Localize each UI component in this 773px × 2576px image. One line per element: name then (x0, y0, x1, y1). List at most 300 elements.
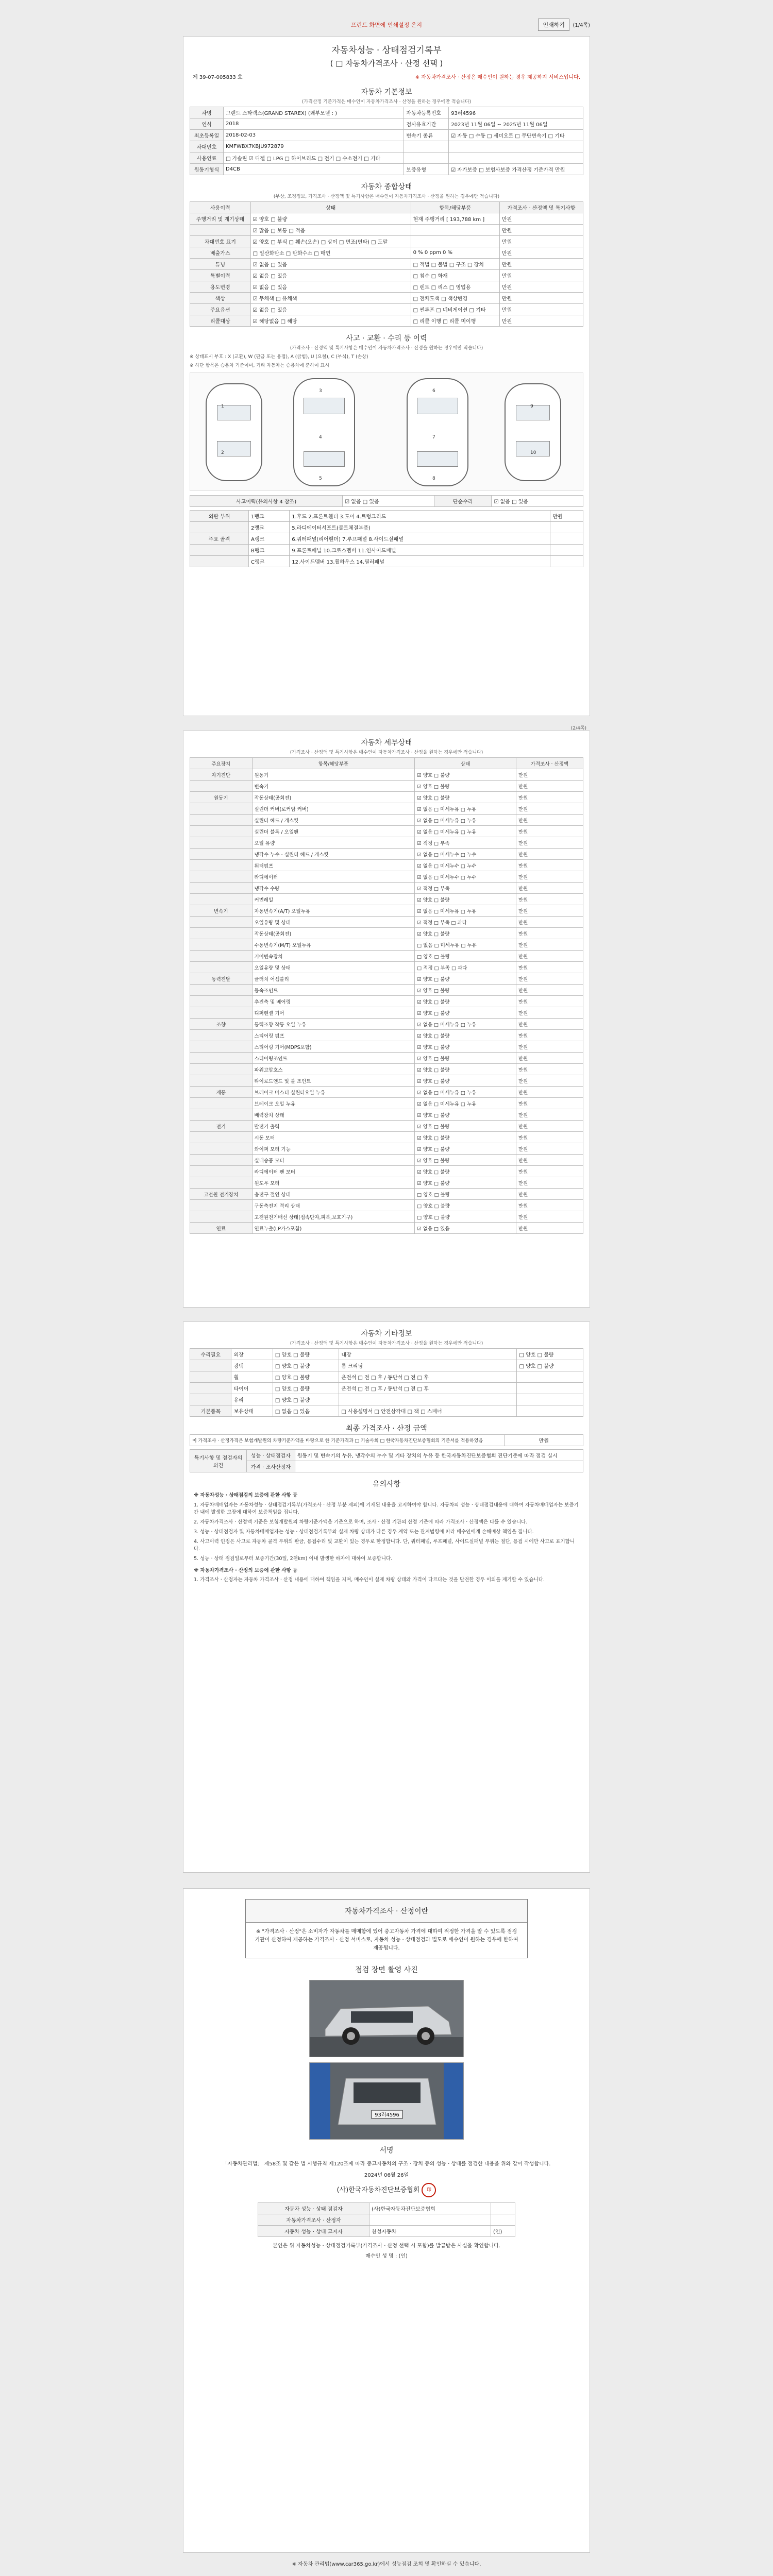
detail-row-cell: 만원 (516, 1053, 583, 1064)
detail-row-cell: 만원 (516, 1211, 583, 1223)
detail-row-cell: □ 양호 □ 불량 (415, 1211, 516, 1223)
basic-info-row-cell: 사용연료 (190, 152, 224, 164)
extra-row-cell: □ 양호 □ 불량 (273, 1349, 339, 1360)
basic-info-row-cell: ☑ 자가보증 □ 보험사보증 가격산정 기준가격 만원 (449, 164, 583, 175)
diagram-part-number: 9 (530, 404, 533, 409)
detail-row-cell: 스티어링 펌프 (252, 1030, 415, 1041)
detail-header: 가격조사 · 산정액 (516, 758, 583, 769)
detail-row-cell: 디퍼렌셜 기어 (252, 1007, 415, 1019)
detail-row (190, 1223, 583, 1234)
detail-row (190, 883, 583, 894)
signature-row-cell: 자동차 성능 · 상태 점검자 (258, 2203, 369, 2214)
special-cell: 원동기 및 변속기의 누유, 냉각수의 누수 및 기타 장치의 누유 등 한국자동차진단보증협회 진단기준에 따라 점검 실시 (295, 1450, 583, 1461)
detail-row-cell: ☑ 없음 □ 미세누유 □ 누유 (415, 826, 516, 837)
detail-row-cell (190, 917, 253, 928)
extra-row-cell: □ 양호 □ 불량 (517, 1360, 583, 1371)
detail-row-cell: 변속기 (252, 781, 415, 792)
extra-row-cell: 보유상태 (231, 1405, 273, 1417)
detail-row-cell (190, 1200, 253, 1211)
detail-row-cell: 라디에이터 팬 모터 (252, 1166, 415, 1177)
accident-note: (가격조사 · 산정액 및 특기사항은 매수인이 자동차가격조사 · 산정을 원하는 경우에만 적습니다) (290, 346, 483, 351)
summary-row-cell: 용도변경 (190, 281, 251, 293)
detail-row (190, 1019, 583, 1030)
detail-row-cell: 만원 (516, 1177, 583, 1189)
detail-row-cell: ☑ 양호 □ 불량 (415, 1075, 516, 1087)
panel-rank-row-cell: 외판 부위 (190, 511, 249, 522)
summary-row (190, 281, 583, 293)
signature-row-cell (491, 2214, 515, 2226)
final-price-unit: 만원 (505, 1435, 583, 1446)
summary-row-cell: ☑ 없음 □ 있음 (250, 259, 411, 270)
detail-row-cell: 오일유량 및 상태 (252, 962, 415, 973)
detail-row-cell: ☑ 양호 □ 불량 (415, 985, 516, 996)
signature-row (258, 2214, 515, 2226)
detail-row (190, 781, 583, 792)
detail-row-cell: 실린더 헤드 / 개스킷 (252, 815, 415, 826)
detail-row (190, 1109, 583, 1121)
basic-info-row-cell: 차대번호 (190, 141, 224, 152)
panel-rank-row-cell (550, 545, 583, 556)
inspection-photo-rear (309, 2062, 464, 2140)
basic-info-row-cell: 차명 (190, 107, 224, 118)
panel-rank-row (190, 545, 583, 556)
detail-row (190, 1200, 583, 1211)
detail-row-cell: 만원 (516, 1155, 583, 1166)
detail-row-cell: 만원 (516, 781, 583, 792)
basic-info-row (190, 141, 583, 152)
detail-row-cell (190, 1053, 253, 1064)
detail-row-cell: 만원 (516, 928, 583, 939)
detail-row-cell: 브레이크 오일 누유 (252, 1098, 415, 1109)
detail-row-cell: ☑ 양호 □ 불량 (415, 1177, 516, 1189)
document-subtitle: ( □ 자동차가격조사 · 산정 선택 ) (330, 59, 443, 68)
vehicle-diagram (190, 372, 583, 491)
summary-title: 자동차 종합상태 (361, 183, 412, 191)
detail-row-cell (190, 1211, 253, 1223)
extra-note: (가격조사 · 산정액 및 특기사항은 매수인이 자동차가격조사 · 산정을 원하는 경우에만 적습니다) (290, 1341, 483, 1346)
detail-row-cell: 만원 (516, 1166, 583, 1177)
accident-legend-2: ※ 하단 항목은 승용차 기준이며, 기타 자동차는 승용차에 준하여 표시 (190, 363, 329, 368)
detail-row-cell: 커먼레일 (252, 894, 415, 905)
panel-rank-row (190, 556, 583, 567)
detail-row-cell: 실린더 블록 / 오일팬 (252, 826, 415, 837)
signature-table (258, 2202, 515, 2237)
extra-row (190, 1371, 583, 1383)
basic-info-note: (가격산정 기준가격은 매수인이 자동차가격조사 · 산정을 원하는 경우에만 적습니다) (301, 99, 472, 105)
pricing-explainer-title: 자동차가격조사 · 산정이란 (246, 1900, 527, 1923)
detail-row-cell: ☑ 양호 □ 불량 (415, 769, 516, 781)
diagram-part-number: 6 (432, 388, 435, 394)
extra-row-cell: □ 양호 □ 불량 (517, 1349, 583, 1360)
document-meta (193, 73, 580, 80)
detail-row (190, 905, 583, 917)
detail-row-cell: 고전원전기배선 상태(접속단자,피복,보호기구) (252, 1211, 415, 1223)
detail-row-cell: 오일 유량 (252, 837, 415, 849)
simple-repair-label: 단순수리 (434, 496, 492, 507)
basic-info-row-cell: 연식 (190, 118, 224, 130)
accident-legend: ※ 상태표시 부호 : X (교환), W (판금 또는 용접), A (긁힘), U (요철), C (부식), T (손상) (190, 354, 368, 360)
extra-row (190, 1394, 583, 1405)
detail-row-cell: □ 양호 □ 불량 (415, 951, 516, 962)
summary-row-cell: 만원 (499, 304, 583, 315)
detail-row-cell: 만원 (516, 939, 583, 951)
detail-row-cell (190, 815, 253, 826)
extra-row-cell: □ 없음 □ 있음 (273, 1405, 339, 1417)
inspection-photo-side (309, 1980, 464, 2057)
basic-info-row-cell: □ 가솔린 ☑ 디젤 □ LPG □ 하이브리드 □ 전기 □ 수소전기 □ 기타 (223, 152, 404, 164)
detail-row (190, 769, 583, 781)
extra-row-cell (190, 1371, 231, 1383)
official-seal: 印 (422, 2183, 436, 2197)
page-1 (183, 36, 590, 716)
detail-row-cell: 원동기 (190, 792, 253, 803)
detail-row-cell (190, 871, 253, 883)
footer-note: ※ 자동차 관리법(www.car365.go.kr)에서 성능점검 조회 및 확인하실 수 있습니다. (292, 2562, 481, 2567)
extra-row-cell: 수리필요 (190, 1349, 231, 1360)
detail-row (190, 837, 583, 849)
detail-row-cell: 만원 (516, 1189, 583, 1200)
detail-row-cell: 변속기 (190, 905, 253, 917)
extra-row (190, 1405, 583, 1417)
panel-rank-row-cell: 6.쿼터패널(리어휀더) 7.루프패널 8.사이드실패널 (290, 533, 550, 545)
notice-body (194, 1492, 579, 1584)
detail-row (190, 803, 583, 815)
extra-title: 자동차 기타정보 (361, 1330, 412, 1338)
detail-header: 항목/해당부품 (252, 758, 415, 769)
diagram-part-number: 10 (530, 450, 536, 455)
special-notes-table (190, 1449, 583, 1472)
summary-row-cell: □ 침수 □ 화재 (411, 270, 499, 281)
detail-row (190, 1030, 583, 1041)
detail-row-cell (190, 1064, 253, 1075)
detail-row-cell: ☑ 없음 □ 미세누유 □ 누유 (415, 1087, 516, 1098)
detail-row (190, 973, 583, 985)
summary-row-cell: 현재 주행거리 [ 193,788 km ] (411, 213, 499, 225)
detail-row-cell (190, 996, 253, 1007)
detail-row-cell: □ 양호 □ 불량 (415, 1189, 516, 1200)
basic-info-row-cell: 보증유형 (404, 164, 449, 175)
detail-row-cell (190, 1007, 253, 1019)
summary-row (190, 293, 583, 304)
detail-row-cell: 구동축전지 격리 상태 (252, 1200, 415, 1211)
detail-row-cell (190, 939, 253, 951)
detail-row (190, 792, 583, 803)
detail-row-cell (190, 985, 253, 996)
summary-row (190, 225, 583, 236)
car-top-front (293, 378, 355, 486)
summary-row-cell: □ 일산화탄소 □ 탄화수소 □ 매연 (250, 247, 411, 259)
basic-info-row-cell: ☑ 자동 □ 수동 □ 세미오토 □ 무단변속기 □ 기타 (449, 130, 583, 141)
detail-row-cell (190, 849, 253, 860)
detail-row-cell: ☑ 적정 □ 부족 (415, 837, 516, 849)
summary-row-cell: 리콜대상 (190, 315, 251, 327)
detail-row-cell: ☑ 양호 □ 불량 (415, 792, 516, 803)
detail-row (190, 928, 583, 939)
panel-rank-row-cell: C랭크 (249, 556, 290, 567)
signature-row-cell (491, 2203, 515, 2214)
detail-row-cell (190, 1030, 253, 1041)
detail-row-cell: ☑ 양호 □ 불량 (415, 1041, 516, 1053)
special-row (190, 1461, 583, 1472)
extra-row-cell: 유리 (231, 1394, 273, 1405)
detail-row-cell: 조향 (190, 1019, 253, 1030)
simple-repair-value: ☑ 없음 □ 있음 (492, 496, 583, 507)
summary-row-cell: □ 리콜 이행 □ 리콜 미이행 (411, 315, 499, 327)
extra-row-cell: □ 사용설명서 □ 안전삼각대 □ 잭 □ 스패너 (339, 1405, 517, 1417)
basic-info-row-cell: 93러4596 (449, 107, 583, 118)
detail-row-cell: □ 양호 □ 불량 (415, 1200, 516, 1211)
detail-row (190, 917, 583, 928)
extra-row-cell: 타이어 (231, 1383, 273, 1394)
basic-info-row (190, 130, 583, 141)
detail-row-cell: 만원 (516, 860, 583, 871)
detail-row-cell: 만원 (516, 1223, 583, 1234)
page-2-number: (2/4쪽) (570, 726, 586, 731)
detail-row-cell: 만원 (516, 1075, 583, 1087)
license-plate: 93러4596 (375, 2112, 399, 2118)
summary-row-cell: 주요옵션 (190, 304, 251, 315)
basic-info-row-cell: 2018-02-03 (223, 130, 404, 141)
detail-row (190, 985, 583, 996)
panel-rank-row-cell (550, 556, 583, 567)
final-price-note: 이 가격조사 · 산정가격은 보험개발원의 차량기준가액을 바탕으로 한 기준가격과 □ 기술사회 □ 한국자동차진단보증협회의 기준서를 적용하였음 (190, 1435, 505, 1446)
detail-row-cell: 자기진단 (190, 769, 253, 781)
extra-row (190, 1383, 583, 1394)
document-title: 자동차성능 · 상태점검기록부 (331, 45, 442, 56)
detail-row-cell (190, 860, 253, 871)
buyer-confirm: 본인은 위 자동차성능 · 상태점검기록부(가격조사 · 산정 선택 시 포함)를 발급받은 사실을 확인합니다. (273, 2243, 500, 2249)
panel-rank-row-cell: 9.프론트패널 10.크로스멤버 11.인사이드패널 (290, 545, 550, 556)
basic-info-row-cell: 2018 (223, 118, 404, 130)
detail-row (190, 1189, 583, 1200)
extra-row-cell: 운전석 □ 전 □ 후 / 동반석 □ 전 □ 후 (339, 1371, 517, 1383)
summary-row (190, 236, 583, 247)
detail-row-cell: 연료 (190, 1223, 253, 1234)
detail-header-row (190, 758, 583, 769)
detail-row-cell: ☑ 양호 □ 불량 (415, 1143, 516, 1155)
summary-row-cell: ☑ 많음 □ 보통 □ 적음 (250, 225, 411, 236)
basic-info-row-cell (404, 152, 449, 164)
detail-row-cell: 만원 (516, 883, 583, 894)
summary-row-cell: ☑ 없음 □ 있음 (250, 281, 411, 293)
summary-row-cell: □ 전체도색 □ 색상변경 (411, 293, 499, 304)
extra-row-cell: 운전석 □ 전 □ 후 / 동반석 □ 전 □ 후 (339, 1383, 517, 1394)
detail-row (190, 1143, 583, 1155)
detail-row-cell: 만원 (516, 1030, 583, 1041)
summary-row-cell: 색상 (190, 293, 251, 304)
diagram-part-number: 1 (221, 404, 224, 409)
detail-row-cell: 스티어링 기어(MDPS포함) (252, 1041, 415, 1053)
basic-info-row-cell: 변속기 종류 (404, 130, 449, 141)
detail-row-cell: ☑ 양호 □ 불량 (415, 781, 516, 792)
summary-row-cell: ☑ 해당없음 □ 해당 (250, 315, 411, 327)
detail-row-cell: ☑ 양호 □ 불량 (415, 1064, 516, 1075)
panel-rank-row-cell: 1.후드 2.프론트휀더 3.도어 4.트렁크리드 (290, 511, 550, 522)
summary-note: (부상, 조정정보, 가격조사 · 산정액 및 특기사항은 매수인이 자동차가격조사 · 산정을 원하는 경우에만 적습니다) (273, 194, 500, 199)
detail-row-cell (190, 1041, 253, 1053)
extra-row-cell (190, 1360, 231, 1371)
extra-row-cell: □ 양호 □ 불량 (273, 1394, 339, 1405)
detail-row-cell: ☑ 적정 □ 부족 (415, 883, 516, 894)
detail-row (190, 1166, 583, 1177)
summary-table (190, 201, 583, 327)
detail-row-cell: 추진축 및 베어링 (252, 996, 415, 1007)
detail-row-cell: 전기 (190, 1121, 253, 1132)
detail-row-cell: 파워고압호스 (252, 1064, 415, 1075)
signature-statement: 「자동차관리법」 제58조 및 같은 법 시행규칙 제120조에 따라 중고자동차의 구조 · 장치 등의 성능 · 상태를 점검한 내용을 위와 같이 작성합니다. (222, 2161, 551, 2167)
basic-info-row-cell (449, 152, 583, 164)
summary-row-cell: 만원 (499, 281, 583, 293)
detail-row-cell: ☑ 없음 □ 미세누수 □ 누수 (415, 871, 516, 883)
detail-row-cell: ☑ 양호 □ 불량 (415, 928, 516, 939)
panel-rank-row-cell: 주요 골격 (190, 533, 249, 545)
detail-row-cell: 만원 (516, 905, 583, 917)
detail-row-cell: 만원 (516, 962, 583, 973)
page-3 (183, 1321, 590, 1873)
extra-row-cell: 광택 (231, 1360, 273, 1371)
detail-table (190, 757, 583, 1234)
detail-row-cell: 타이로드엔드 및 볼 조인트 (252, 1075, 415, 1087)
detail-title: 자동차 세부상태 (361, 739, 412, 747)
summary-header-row (190, 202, 583, 213)
summary-row-cell: 차대번호 표기 (190, 236, 251, 247)
detail-row-cell: 와이퍼 모터 기능 (252, 1143, 415, 1155)
detail-row-cell: 작동상태(공회전) (252, 792, 415, 803)
basic-info-row-cell: 최초등록일 (190, 130, 224, 141)
basic-info-row-cell: 그랜드 스타렉스(GRAND STAREX) (왜부모델 : ) (223, 107, 404, 118)
summary-row-cell: 만원 (499, 236, 583, 247)
panel-rank-row-cell (550, 533, 583, 545)
summary-row-cell: 만원 (499, 315, 583, 327)
detail-row-cell: 만원 (516, 973, 583, 985)
detail-row-cell: 동력전달 (190, 973, 253, 985)
basic-info-row-cell: 원동기형식 (190, 164, 224, 175)
detail-row-cell (190, 1177, 253, 1189)
detail-row-cell (190, 803, 253, 815)
notice-item: 5. 성능 · 상태 점검일로부터 보증기간(30일, 2천km) 이내 발생한 하자에 대하여 보증합니다. (194, 1556, 393, 1562)
detail-row-cell: ☑ 양호 □ 불량 (415, 1121, 516, 1132)
detail-row (190, 1041, 583, 1053)
summary-row (190, 259, 583, 270)
detail-row-cell: 만원 (516, 985, 583, 996)
detail-row-cell (190, 781, 253, 792)
extra-row-cell: 외장 (231, 1349, 273, 1360)
detail-row-cell: 만원 (516, 1132, 583, 1143)
detail-row-cell: 만원 (516, 1019, 583, 1030)
accident-title: 사고 · 교환 · 수리 등 이력 (346, 334, 427, 343)
detail-row-cell: 냉각수 수량 (252, 883, 415, 894)
detail-row-cell: 오일유량 및 상태 (252, 917, 415, 928)
panel-rank-row-cell: A랭크 (249, 533, 290, 545)
detail-row-cell: 연료누출(LP가스포함) (252, 1223, 415, 1234)
detail-row-cell: 만원 (516, 996, 583, 1007)
detail-row-cell (190, 1109, 253, 1121)
summary-row (190, 213, 583, 225)
detail-row (190, 951, 583, 962)
accident-history-value: ☑ 없음 □ 있음 (343, 496, 434, 507)
detail-row (190, 815, 583, 826)
detail-row-cell: ☑ 양호 □ 불량 (415, 894, 516, 905)
diagram-part-number: 4 (319, 435, 322, 440)
extra-row-cell (339, 1394, 517, 1405)
detail-row-cell: 만원 (516, 917, 583, 928)
detail-row-cell: ☑ 양호 □ 불량 (415, 1132, 516, 1143)
basic-info-row-cell: 검사유효기간 (404, 118, 449, 130)
panel-rank-row (190, 511, 583, 522)
summary-row-cell: ☑ 양호 □ 부식 □ 훼손(오손) □ 상이 □ 변조(변타) □ 도말 (250, 236, 411, 247)
final-price-table (190, 1434, 583, 1446)
detail-row-cell: 만원 (516, 769, 583, 781)
detail-row-cell: ☑ 적정 □ 부족 □ 과다 (415, 917, 516, 928)
detail-row-cell: 만원 (516, 849, 583, 860)
detail-row-cell: 만원 (516, 1041, 583, 1053)
detail-row-cell: 충전구 절연 상태 (252, 1189, 415, 1200)
detail-row-cell: 스티어링조인트 (252, 1053, 415, 1064)
signature-row-cell: 자동차 성능 · 상태 고지자 (258, 2226, 369, 2237)
extra-row-cell: □ 양호 □ 불량 (273, 1360, 339, 1371)
special-cell: 성능 · 상태점검자 (247, 1450, 295, 1461)
buyer-sign: 매수인 성 명 : (인) (365, 2253, 408, 2259)
detail-row-cell (190, 894, 253, 905)
accident-status-table (190, 495, 583, 507)
summary-row-cell: ☑ 무채색 □ 유채색 (250, 293, 411, 304)
special-cell (295, 1461, 583, 1472)
summary-row-cell: 만원 (499, 225, 583, 236)
basic-info-row (190, 152, 583, 164)
summary-row (190, 247, 583, 259)
basic-info-row-cell (449, 141, 583, 152)
basic-info-row (190, 118, 583, 130)
detail-row (190, 826, 583, 837)
signature-row-cell: 자동차가격조사 · 산정자 (258, 2214, 369, 2226)
detail-row-cell (190, 1166, 253, 1177)
panel-rank-row (190, 522, 583, 533)
panel-rank-row (190, 533, 583, 545)
extra-row-cell (190, 1383, 231, 1394)
detail-row-cell: ☑ 없음 □ 미세누유 □ 누유 (415, 905, 516, 917)
print-button[interactable]: 인쇄하기 (538, 19, 569, 31)
basic-info-row (190, 164, 583, 175)
summary-row-cell: 특별이력 (190, 270, 251, 281)
basic-info-row-cell: 자동차등록번호 (404, 107, 449, 118)
detail-row-cell (190, 951, 253, 962)
summary-header: 항목/해당부품 (411, 202, 499, 213)
photo-section-title: 점검 장면 촬영 사진 (355, 1966, 418, 1974)
detail-row-cell: 만원 (516, 1098, 583, 1109)
detail-row-cell: 만원 (516, 1064, 583, 1075)
detail-row-cell (190, 1132, 253, 1143)
detail-row-cell: ☑ 없음 □ 미세누수 □ 누수 (415, 860, 516, 871)
panel-rank-row-cell (190, 522, 249, 533)
detail-row-cell: 만원 (516, 792, 583, 803)
signature-row-cell: (사)한국자동차진단보증협회 (369, 2203, 491, 2214)
extra-row-cell: □ 양호 □ 불량 (273, 1371, 339, 1383)
summary-row-cell: 0 % 0 ppm 0 % (411, 247, 499, 259)
detail-row-cell: 고전원 전기장치 (190, 1189, 253, 1200)
special-label: 특기사항 및 점검자의 의견 (190, 1450, 247, 1472)
detail-row-cell: 자동변속기(A/T) 오일누유 (252, 905, 415, 917)
summary-row-cell: 배출가스 (190, 247, 251, 259)
detail-row-cell: 워터펌프 (252, 860, 415, 871)
panel-rank-row-cell (190, 545, 249, 556)
signature-title: 서명 (379, 2146, 394, 2155)
detail-row-cell: 만원 (516, 951, 583, 962)
extra-row-cell: 휠 (231, 1371, 273, 1383)
detail-row-cell: 만원 (516, 803, 583, 815)
signature-row (258, 2226, 515, 2237)
detail-row-cell: 만원 (516, 1143, 583, 1155)
detail-row (190, 1132, 583, 1143)
